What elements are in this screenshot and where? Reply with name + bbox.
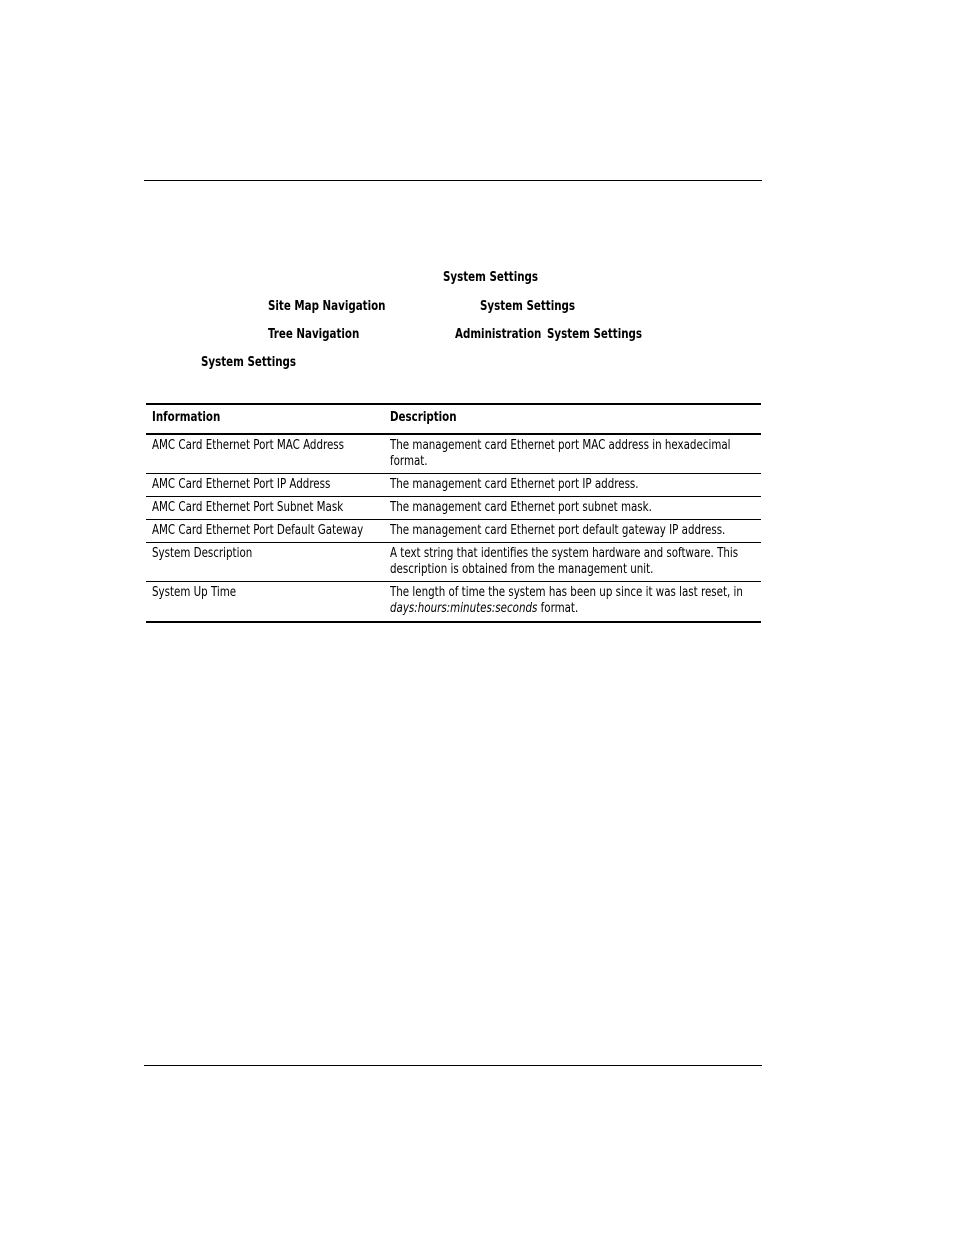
- nav-administration: Administration: [455, 327, 542, 342]
- row-info: System Description: [146, 543, 384, 582]
- table-row: [146, 497, 761, 520]
- table-row: [146, 434, 761, 474]
- table-row: [146, 582, 761, 623]
- nav-system-settings-2: System Settings: [480, 299, 576, 314]
- desc-text-post: format.: [537, 601, 579, 616]
- table-row: [146, 474, 761, 497]
- row-description: A text string that identifies the system hardware and software. This description is obtained from the management unit.: [384, 543, 761, 582]
- table-header-row: [146, 404, 761, 434]
- table-row: [146, 543, 761, 582]
- header-rule: [144, 180, 762, 181]
- row-description: The management card Ethernet port IP address.: [384, 474, 761, 497]
- row-description: The management card Ethernet port default gateway IP address.: [384, 520, 761, 543]
- row-info: System Up Time: [146, 582, 384, 623]
- row-info: AMC Card Ethernet Port Default Gateway: [146, 520, 384, 543]
- nav-system-settings-4: System Settings: [201, 355, 297, 370]
- nav-tree-label: Tree Navigation: [268, 327, 360, 342]
- desc-text-pre: The length of time the system has been up since it was last reset, in: [390, 585, 743, 600]
- row-info: AMC Card Ethernet Port Subnet Mask: [146, 497, 384, 520]
- row-info: AMC Card Ethernet Port IP Address: [146, 474, 384, 497]
- system-info-table: [146, 403, 761, 623]
- row-description: The management card Ethernet port MAC address in hexadecimal format.: [384, 434, 761, 474]
- desc-format-italic: days:hours:minutes:seconds: [390, 601, 538, 616]
- header-information: Information: [146, 404, 384, 434]
- nav-site-map-label: Site Map Navigation: [268, 299, 386, 314]
- header-description: Description: [384, 404, 761, 434]
- nav-system-settings-1: System Settings: [443, 270, 539, 285]
- footer-rule: [144, 1065, 762, 1066]
- row-info: AMC Card Ethernet Port MAC Address: [146, 434, 384, 474]
- row-description: [384, 582, 761, 623]
- row-description: The management card Ethernet port subnet mask.: [384, 497, 761, 520]
- nav-system-settings-3: System Settings: [547, 327, 643, 342]
- table-row: [146, 520, 761, 543]
